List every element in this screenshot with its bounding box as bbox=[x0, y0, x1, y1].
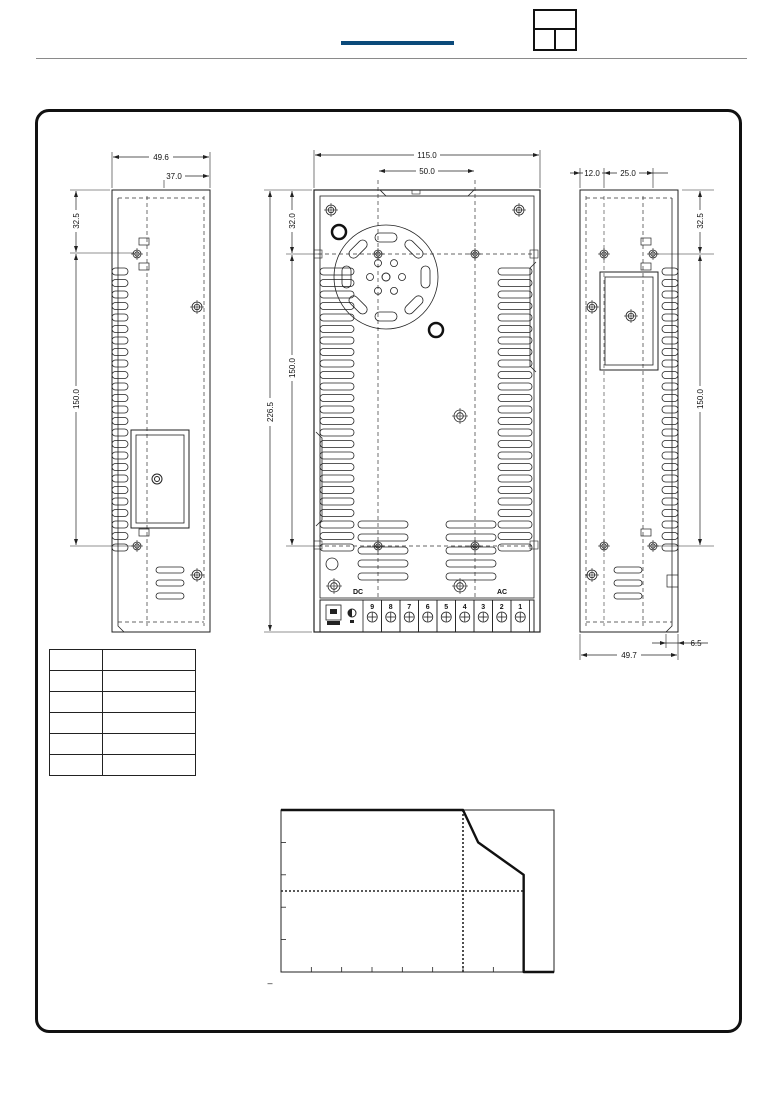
heatsink-fin bbox=[112, 510, 128, 517]
vent-slot bbox=[156, 593, 184, 599]
heatsink-fin bbox=[498, 280, 532, 287]
heatsink-fin bbox=[662, 268, 678, 275]
screw-icon bbox=[326, 578, 342, 594]
vent-slot bbox=[446, 573, 496, 580]
screw-icon bbox=[512, 203, 526, 217]
terminal-number: 5 bbox=[444, 604, 449, 611]
heatsink-fin bbox=[112, 487, 128, 494]
heatsink-fin bbox=[498, 337, 532, 344]
heatsink-fin bbox=[498, 521, 532, 528]
heatsink-fin bbox=[320, 418, 354, 425]
terminal-number: 6 bbox=[425, 604, 430, 611]
heatsink-fin bbox=[662, 303, 678, 310]
pin-assignment-table bbox=[49, 649, 196, 776]
terminal-3 bbox=[474, 600, 493, 632]
heatsink-fin bbox=[498, 303, 532, 310]
heatsink-fin bbox=[112, 521, 128, 528]
heatsink-fin bbox=[320, 337, 354, 344]
screw-icon bbox=[624, 309, 638, 323]
heatsink-fin bbox=[498, 268, 532, 275]
heatsink-fin bbox=[662, 487, 678, 494]
heatsink-fin bbox=[662, 383, 678, 390]
heatsink-fin bbox=[498, 418, 532, 425]
chart-ticks bbox=[281, 842, 524, 972]
terminal-7 bbox=[400, 600, 419, 632]
vent-slot bbox=[358, 521, 408, 528]
heatsink-fin bbox=[320, 533, 354, 540]
heatsink-fin bbox=[498, 395, 532, 402]
terminal-1 bbox=[511, 600, 530, 632]
heatsink-fin bbox=[320, 360, 354, 367]
heatsink-fin bbox=[662, 510, 678, 517]
dim-right-width: 49.7 bbox=[621, 651, 637, 660]
screw-icon bbox=[190, 568, 204, 582]
heatsink-fin bbox=[112, 452, 128, 459]
heatsink-fin bbox=[498, 429, 532, 436]
heatsink-fin bbox=[112, 418, 128, 425]
screw-icon bbox=[190, 300, 204, 314]
derating-chart bbox=[267, 810, 554, 988]
ac-label: AC bbox=[496, 589, 508, 596]
front-view bbox=[314, 180, 540, 632]
fan-slot bbox=[347, 294, 369, 316]
heatsink-fin bbox=[498, 383, 532, 390]
heatsink-fin bbox=[320, 326, 354, 333]
heatsink-fin bbox=[112, 268, 128, 275]
heatsink-fin bbox=[662, 406, 678, 413]
fan-hole bbox=[391, 287, 398, 294]
fan-slot bbox=[421, 266, 430, 288]
screw-icon bbox=[372, 248, 384, 260]
heatsink-fin bbox=[662, 372, 678, 379]
heatsink-fin bbox=[662, 314, 678, 321]
fan-slot bbox=[347, 238, 369, 260]
heatsink-fin bbox=[112, 441, 128, 448]
heatsink-fin bbox=[662, 395, 678, 402]
heatsink-fin bbox=[320, 429, 354, 436]
heatsink-fin bbox=[662, 521, 678, 528]
dim-right-hole-spacing: 25.0 bbox=[620, 169, 636, 178]
screw-icon bbox=[469, 540, 481, 552]
heatsink-fin bbox=[112, 303, 128, 310]
fan-hole bbox=[399, 274, 406, 281]
heatsink-fin bbox=[662, 429, 678, 436]
heatsink-fin bbox=[112, 280, 128, 287]
heatsink-fin bbox=[320, 441, 354, 448]
table-cell bbox=[103, 692, 196, 713]
vent-slot bbox=[614, 580, 642, 586]
dc-label: DC bbox=[352, 589, 364, 596]
heatsink-fin bbox=[498, 498, 532, 505]
fan-icon bbox=[334, 225, 438, 329]
heatsink-fin bbox=[498, 360, 532, 367]
vent-slot bbox=[446, 560, 496, 567]
terminal-6 bbox=[419, 600, 438, 632]
heatsink-fin bbox=[662, 498, 678, 505]
heatsink-fin bbox=[662, 326, 678, 333]
heatsink-fin bbox=[662, 280, 678, 287]
heatsink-fin bbox=[320, 314, 354, 321]
heatsink-fin bbox=[112, 429, 128, 436]
dim-front-length: 226.5 bbox=[266, 401, 275, 423]
dim-front-width: 115.0 bbox=[417, 151, 437, 160]
heatsink-fin bbox=[662, 464, 678, 471]
heatsink-fin bbox=[320, 452, 354, 459]
vent-slot bbox=[446, 521, 496, 528]
dim-right-tab: 6.5 bbox=[690, 639, 702, 648]
heatsink-fin bbox=[112, 383, 128, 390]
heatsink-fin bbox=[112, 533, 128, 540]
heatsink-fin bbox=[320, 372, 354, 379]
heatsink-fin bbox=[498, 441, 532, 448]
heatsink-fin bbox=[498, 406, 532, 413]
table-cell bbox=[103, 713, 196, 734]
heatsink-fin bbox=[320, 349, 354, 356]
heatsink-fin bbox=[112, 349, 128, 356]
heatsink-fin bbox=[112, 498, 128, 505]
dim-left-inner-width: 37.0 bbox=[166, 172, 182, 181]
dim-left-top-offset: 32.5 bbox=[72, 213, 81, 229]
screw-icon bbox=[131, 248, 143, 260]
vent-slot bbox=[156, 580, 184, 586]
terminal-9 bbox=[363, 600, 382, 632]
heatsink-fin bbox=[498, 372, 532, 379]
heatsink-fin bbox=[498, 452, 532, 459]
screw-icon bbox=[469, 248, 481, 260]
heatsink-fin bbox=[112, 372, 128, 379]
terminal-number: 2 bbox=[499, 604, 504, 611]
terminal-block bbox=[320, 600, 534, 632]
heatsink-fin bbox=[498, 487, 532, 494]
chart-marker: – bbox=[267, 978, 273, 988]
terminal-8 bbox=[382, 600, 401, 632]
vent-slot bbox=[446, 534, 496, 541]
heatsink-fin bbox=[112, 337, 128, 344]
heatsink-fin bbox=[112, 360, 128, 367]
heatsink-fin bbox=[662, 360, 678, 367]
heatsink-fin bbox=[662, 441, 678, 448]
heatsink-fin bbox=[112, 291, 128, 298]
terminal-5 bbox=[437, 600, 456, 632]
screw-icon bbox=[585, 568, 599, 582]
heatsink-fin bbox=[662, 337, 678, 344]
heatsink-fin bbox=[498, 475, 532, 482]
fan-slot bbox=[342, 266, 351, 288]
heatsink-fin bbox=[498, 544, 532, 551]
heatsink-fin bbox=[112, 326, 128, 333]
table-row bbox=[50, 692, 196, 713]
dim-front-mount-span: 150.0 bbox=[288, 357, 297, 379]
heatsink-fin bbox=[112, 406, 128, 413]
heatsink-fin bbox=[320, 406, 354, 413]
table-cell bbox=[50, 755, 103, 776]
heatsink-fin bbox=[498, 314, 532, 321]
screw-icon bbox=[452, 408, 468, 424]
heatsink-fin bbox=[320, 280, 354, 287]
vent-slot bbox=[358, 547, 408, 554]
table-cell bbox=[103, 755, 196, 776]
heatsink-fin bbox=[112, 395, 128, 402]
heatsink-fin bbox=[320, 487, 354, 494]
heatsink-fin bbox=[320, 510, 354, 517]
table-cell bbox=[103, 671, 196, 692]
dim-left-width: 49.6 bbox=[153, 153, 169, 162]
table-cell bbox=[50, 671, 103, 692]
terminal-number: 4 bbox=[462, 604, 467, 611]
left-side-view bbox=[112, 190, 210, 632]
vent-slot bbox=[614, 567, 642, 573]
heatsink-fin bbox=[112, 464, 128, 471]
dim-front-top-offset: 32.0 bbox=[288, 213, 297, 229]
heatsink-fin bbox=[498, 349, 532, 356]
screw-icon bbox=[372, 540, 384, 552]
heatsink-fin bbox=[320, 464, 354, 471]
table-row bbox=[50, 755, 196, 776]
vent-slot bbox=[358, 573, 408, 580]
heatsink-fin bbox=[112, 544, 128, 551]
vent-slot bbox=[446, 547, 496, 554]
screw-icon bbox=[598, 540, 610, 552]
fan-hole bbox=[367, 274, 374, 281]
table-cell bbox=[50, 692, 103, 713]
heatsink-fin bbox=[662, 544, 678, 551]
table-row bbox=[50, 734, 196, 755]
fan-hole bbox=[391, 260, 398, 267]
terminal-number: 1 bbox=[518, 604, 523, 611]
heatsink-fin bbox=[662, 475, 678, 482]
dim-right-edge-offset: 12.0 bbox=[584, 169, 600, 178]
terminal-number: 7 bbox=[407, 604, 412, 611]
dim-right-mount-span: 150.0 bbox=[696, 388, 705, 410]
heatsink-fin bbox=[320, 475, 354, 482]
heatsink-fin bbox=[498, 464, 532, 471]
right-view-dimensions bbox=[570, 168, 714, 660]
screw-icon bbox=[598, 248, 610, 260]
dim-front-hole-spacing: 50.0 bbox=[419, 167, 435, 176]
table-row bbox=[50, 650, 196, 671]
heatsink-fin bbox=[662, 291, 678, 298]
table-cell bbox=[50, 650, 103, 671]
terminal-number: 3 bbox=[481, 604, 486, 611]
fan-slot bbox=[403, 238, 425, 260]
vent-slot bbox=[358, 560, 408, 567]
table-cell bbox=[103, 650, 196, 671]
table-cell bbox=[50, 713, 103, 734]
screw-icon bbox=[585, 300, 599, 314]
screw-icon bbox=[452, 578, 468, 594]
heatsink-fin bbox=[112, 314, 128, 321]
heatsink-fin bbox=[320, 395, 354, 402]
heatsink-fin bbox=[112, 475, 128, 482]
chart-reference-lines bbox=[281, 810, 524, 972]
heatsink-fin bbox=[320, 544, 354, 551]
table-cell bbox=[103, 734, 196, 755]
vent-slot bbox=[614, 593, 642, 599]
heatsink-fin bbox=[662, 533, 678, 540]
dim-left-mount-span: 150.0 bbox=[72, 388, 81, 410]
fan-slot bbox=[403, 294, 425, 316]
vent-slot bbox=[358, 534, 408, 541]
screw-icon bbox=[324, 203, 338, 217]
heatsink-fin bbox=[498, 533, 532, 540]
heatsink-fin bbox=[498, 326, 532, 333]
heatsink-fin bbox=[662, 418, 678, 425]
table-row bbox=[50, 713, 196, 734]
heatsink-fin bbox=[320, 521, 354, 528]
heatsink-fin bbox=[498, 291, 532, 298]
heatsink-fin bbox=[320, 303, 354, 310]
terminal-4 bbox=[456, 600, 475, 632]
heatsink-fin bbox=[320, 383, 354, 390]
right-side-view bbox=[580, 190, 678, 632]
heatsink-fin bbox=[498, 510, 532, 517]
table-row bbox=[50, 671, 196, 692]
vent-slot bbox=[156, 567, 184, 573]
terminal-number: 9 bbox=[370, 604, 375, 611]
table-cell bbox=[50, 734, 103, 755]
heatsink-fin bbox=[320, 498, 354, 505]
terminal-number: 8 bbox=[388, 604, 393, 611]
heatsink-fin bbox=[320, 268, 354, 275]
heatsink-fin bbox=[662, 349, 678, 356]
heatsink-fin bbox=[662, 452, 678, 459]
terminal-2 bbox=[493, 600, 512, 632]
dim-right-top-offset: 32.5 bbox=[696, 213, 705, 229]
